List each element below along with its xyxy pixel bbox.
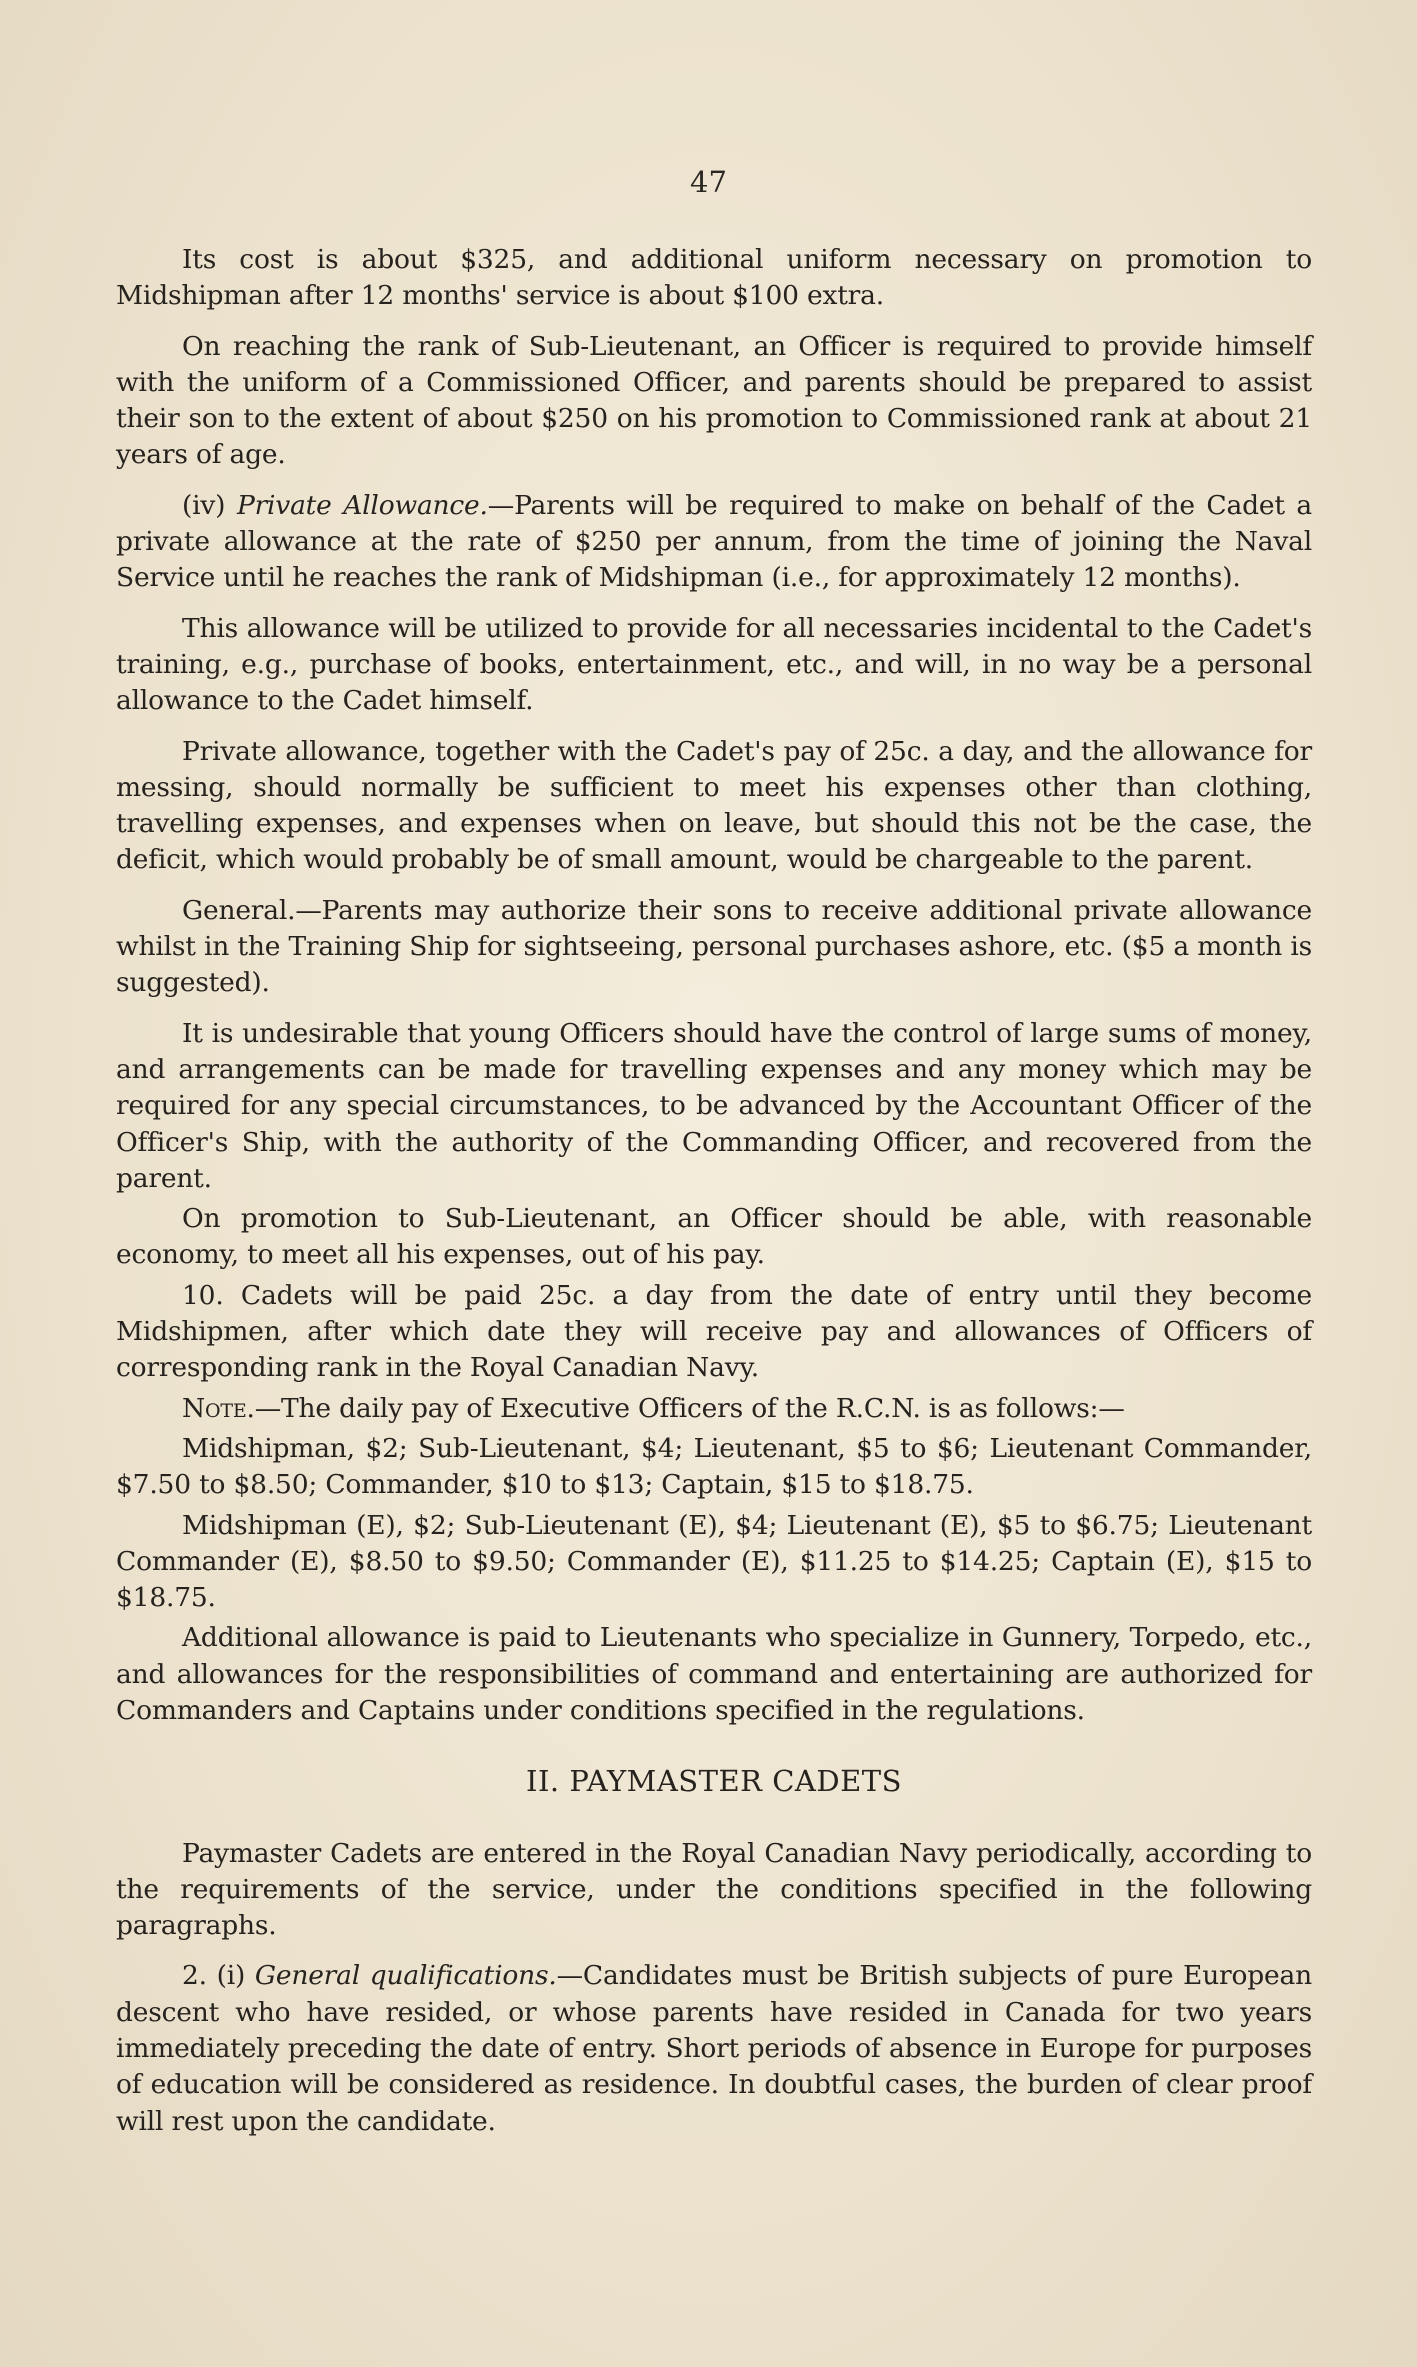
private-allowance-text: —Parents will be required to make on behalf of the Cadet a private allowance at the rate of $250 per annum, from the time of joining the Naval Service until he reaches the rank of Midshipman (i.e., for approximately 12 months). xyxy=(116,489,1312,594)
paragraph-cadet-daily-pay: 10. Cadets will be paid 25c. a day from the date of entry until they become Midshipmen, after which date they will receive pay and allowances of Officers of corresponding rank in the Royal Canadian Navy. xyxy=(116,1279,1312,1384)
paragraph-note-executive-pay xyxy=(116,1391,1312,1427)
paragraph-sub-lieutenant-uniform: On reaching the rank of Sub-Lieutenant, an Officer is required to provide himself with the uniform of a Commissioned Officer, and parents should be prepared to assist their son to the extent of about $250 on his promotion to Commissioned rank at about 21 years of age. xyxy=(116,330,1312,471)
paragraph-sub-lieutenant-pay: On promotion to Sub-Lieutenant, an Officer should be able, with reasonable economy, to meet all his expenses, out of his pay. xyxy=(116,1203,1312,1271)
paragraph-allowance-usage: This allowance will be utilized to provide for all necessaries incidental to the Cadet's training, e.g., purchase of books, entertainment, etc., and will, in no way be a personal allowance to the Cadet himself. xyxy=(116,612,1312,717)
private-allowance-heading: Private Allowance. xyxy=(236,489,488,521)
page-number: 47 xyxy=(690,165,727,199)
paragraph-engineer-pay-rates: Midshipman (E), $2; Sub-Lieutenant (E), $4; Lieutenant (E), $5 to $6.75; Lieutenant Commander (E), $8.50 to $9.50; Commander (E), $11.25 to $14.25; Captain (E), $15 to $18.75. xyxy=(116,1509,1312,1614)
document-body xyxy=(116,242,1312,2154)
note-label: Note xyxy=(182,1392,247,1424)
paragraph-executive-pay-rates: Midshipman, $2; Sub-Lieutenant, $4; Lieutenant, $5 to $6; Lieutenant Commander, $7.50 to $8.50; Commander, $10 to $13; Captain, $15 to $18.75. xyxy=(116,1432,1312,1501)
paragraph-private-allowance xyxy=(116,488,1312,597)
general-qualifications-heading: General qualifications. xyxy=(254,1960,557,1992)
paragraph-cadet-pay: Private allowance, together with the Cadet's pay of 25c. a day, and the allowance for messing, should normally be sufficient to meet his expenses other than clothing, travelling expenses, and expenses when on leave, but should this not be the case, the deficit, which would probably be of small amount, would be chargeable to the parent. xyxy=(116,735,1312,876)
section-heading-paymaster-cadets: II. PAYMASTER CADETS xyxy=(526,1764,902,1799)
note-text: .—The daily pay of Executive Officers of the R.C.N. is as follows:— xyxy=(246,1392,1125,1424)
paragraph-uniform-cost: Its cost is about $325, and additional uniform necessary on promotion to Midshipman after 12 months' service is about $100 extra. xyxy=(116,244,1312,312)
general-qualifications-text: —Candidates must be British subjects of pure European descent who have resided, or whose parents have resided in Canada for two years immediately preceding the date of entry. Short periods of absence in Europe for purposes of education will be considered as residence. In doubtful cases, the burden of clear proof will rest upon the candidate. xyxy=(116,1960,1312,2137)
paragraph-paymaster-entry: Paymaster Cadets are entered in the Royal Canadian Navy periodically, according to the requirements of the service, under the conditions specified in the following paragraphs. xyxy=(116,1837,1312,1942)
general-qualifications-number: 2. (i) xyxy=(182,1960,255,1992)
paragraph-general-allowance: General.—Parents may authorize their sons to receive additional private allowance whilst in the Training Ship for sightseeing, personal purchases ashore, etc. ($5 a month is suggested). xyxy=(116,894,1312,999)
private-allowance-number: (iv) xyxy=(182,489,237,521)
paragraph-money-control: It is undesirable that young Officers should have the control of large sums of money, and arrangements can be made for travelling expenses and any money which may be required for any special circumstances, to be advanced by the Accountant Officer of the Officer's Ship, with the authority of the Commanding Officer, and recovered from the parent. xyxy=(116,1017,1312,1194)
paragraph-general-qualifications xyxy=(116,1958,1312,2139)
paragraph-additional-allowance: Additional allowance is paid to Lieutenants who specialize in Gunnery, Torpedo, etc., and allowances for the responsibilities of command and entertaining are authorized for Commanders and Captains under conditions specified in the regulations. xyxy=(116,1622,1312,1726)
